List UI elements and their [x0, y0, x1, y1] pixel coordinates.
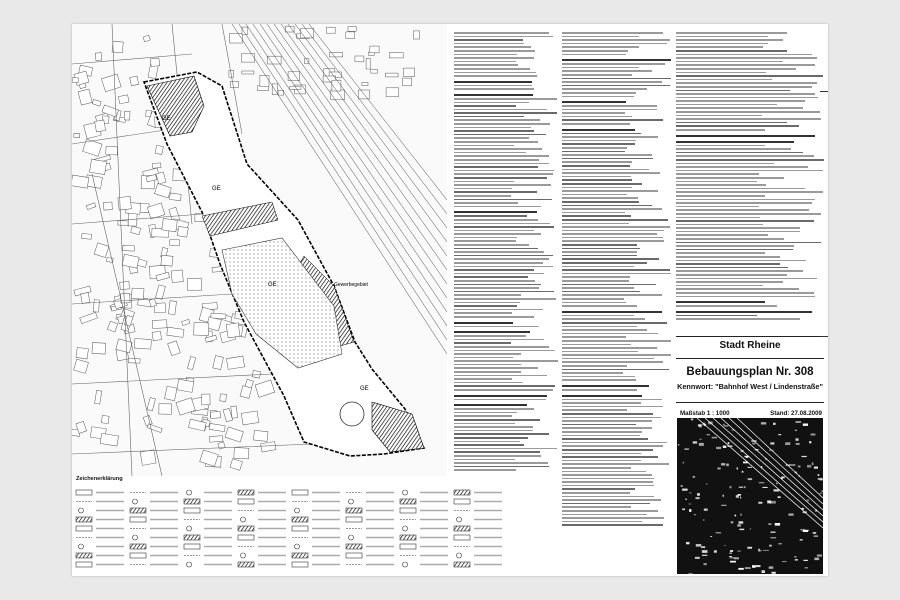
- area-label: Gewerbegebiet: [334, 282, 368, 288]
- zone-label-4: GE: [360, 386, 369, 392]
- margin-tick: [820, 336, 828, 337]
- plan-scale: Maßstab 1 : 1000: [680, 410, 730, 417]
- text-column-1: [454, 32, 558, 472]
- plan-title: Bebauungsplan Nr. 308: [686, 366, 814, 378]
- legend-title: Zeichenerklärung: [76, 476, 123, 482]
- plan-sheet: [72, 24, 828, 576]
- text-column-2: [562, 32, 672, 534]
- legend-panel: [72, 484, 512, 576]
- plan-date: Stand: 27.08.2009: [770, 410, 822, 417]
- overview-map: [677, 418, 823, 574]
- city-name: Stadt Rheine: [719, 340, 781, 351]
- zone-label-1: GE: [162, 116, 171, 122]
- zone-label-3: GE: [268, 282, 277, 288]
- text-column-3: [676, 32, 824, 330]
- margin-tick: [820, 91, 828, 92]
- site-map: [72, 24, 447, 476]
- plan-keyword: Kennwort: "Bahnhof West / Lindenstraße": [677, 382, 823, 391]
- zone-label-2: GE: [212, 186, 221, 192]
